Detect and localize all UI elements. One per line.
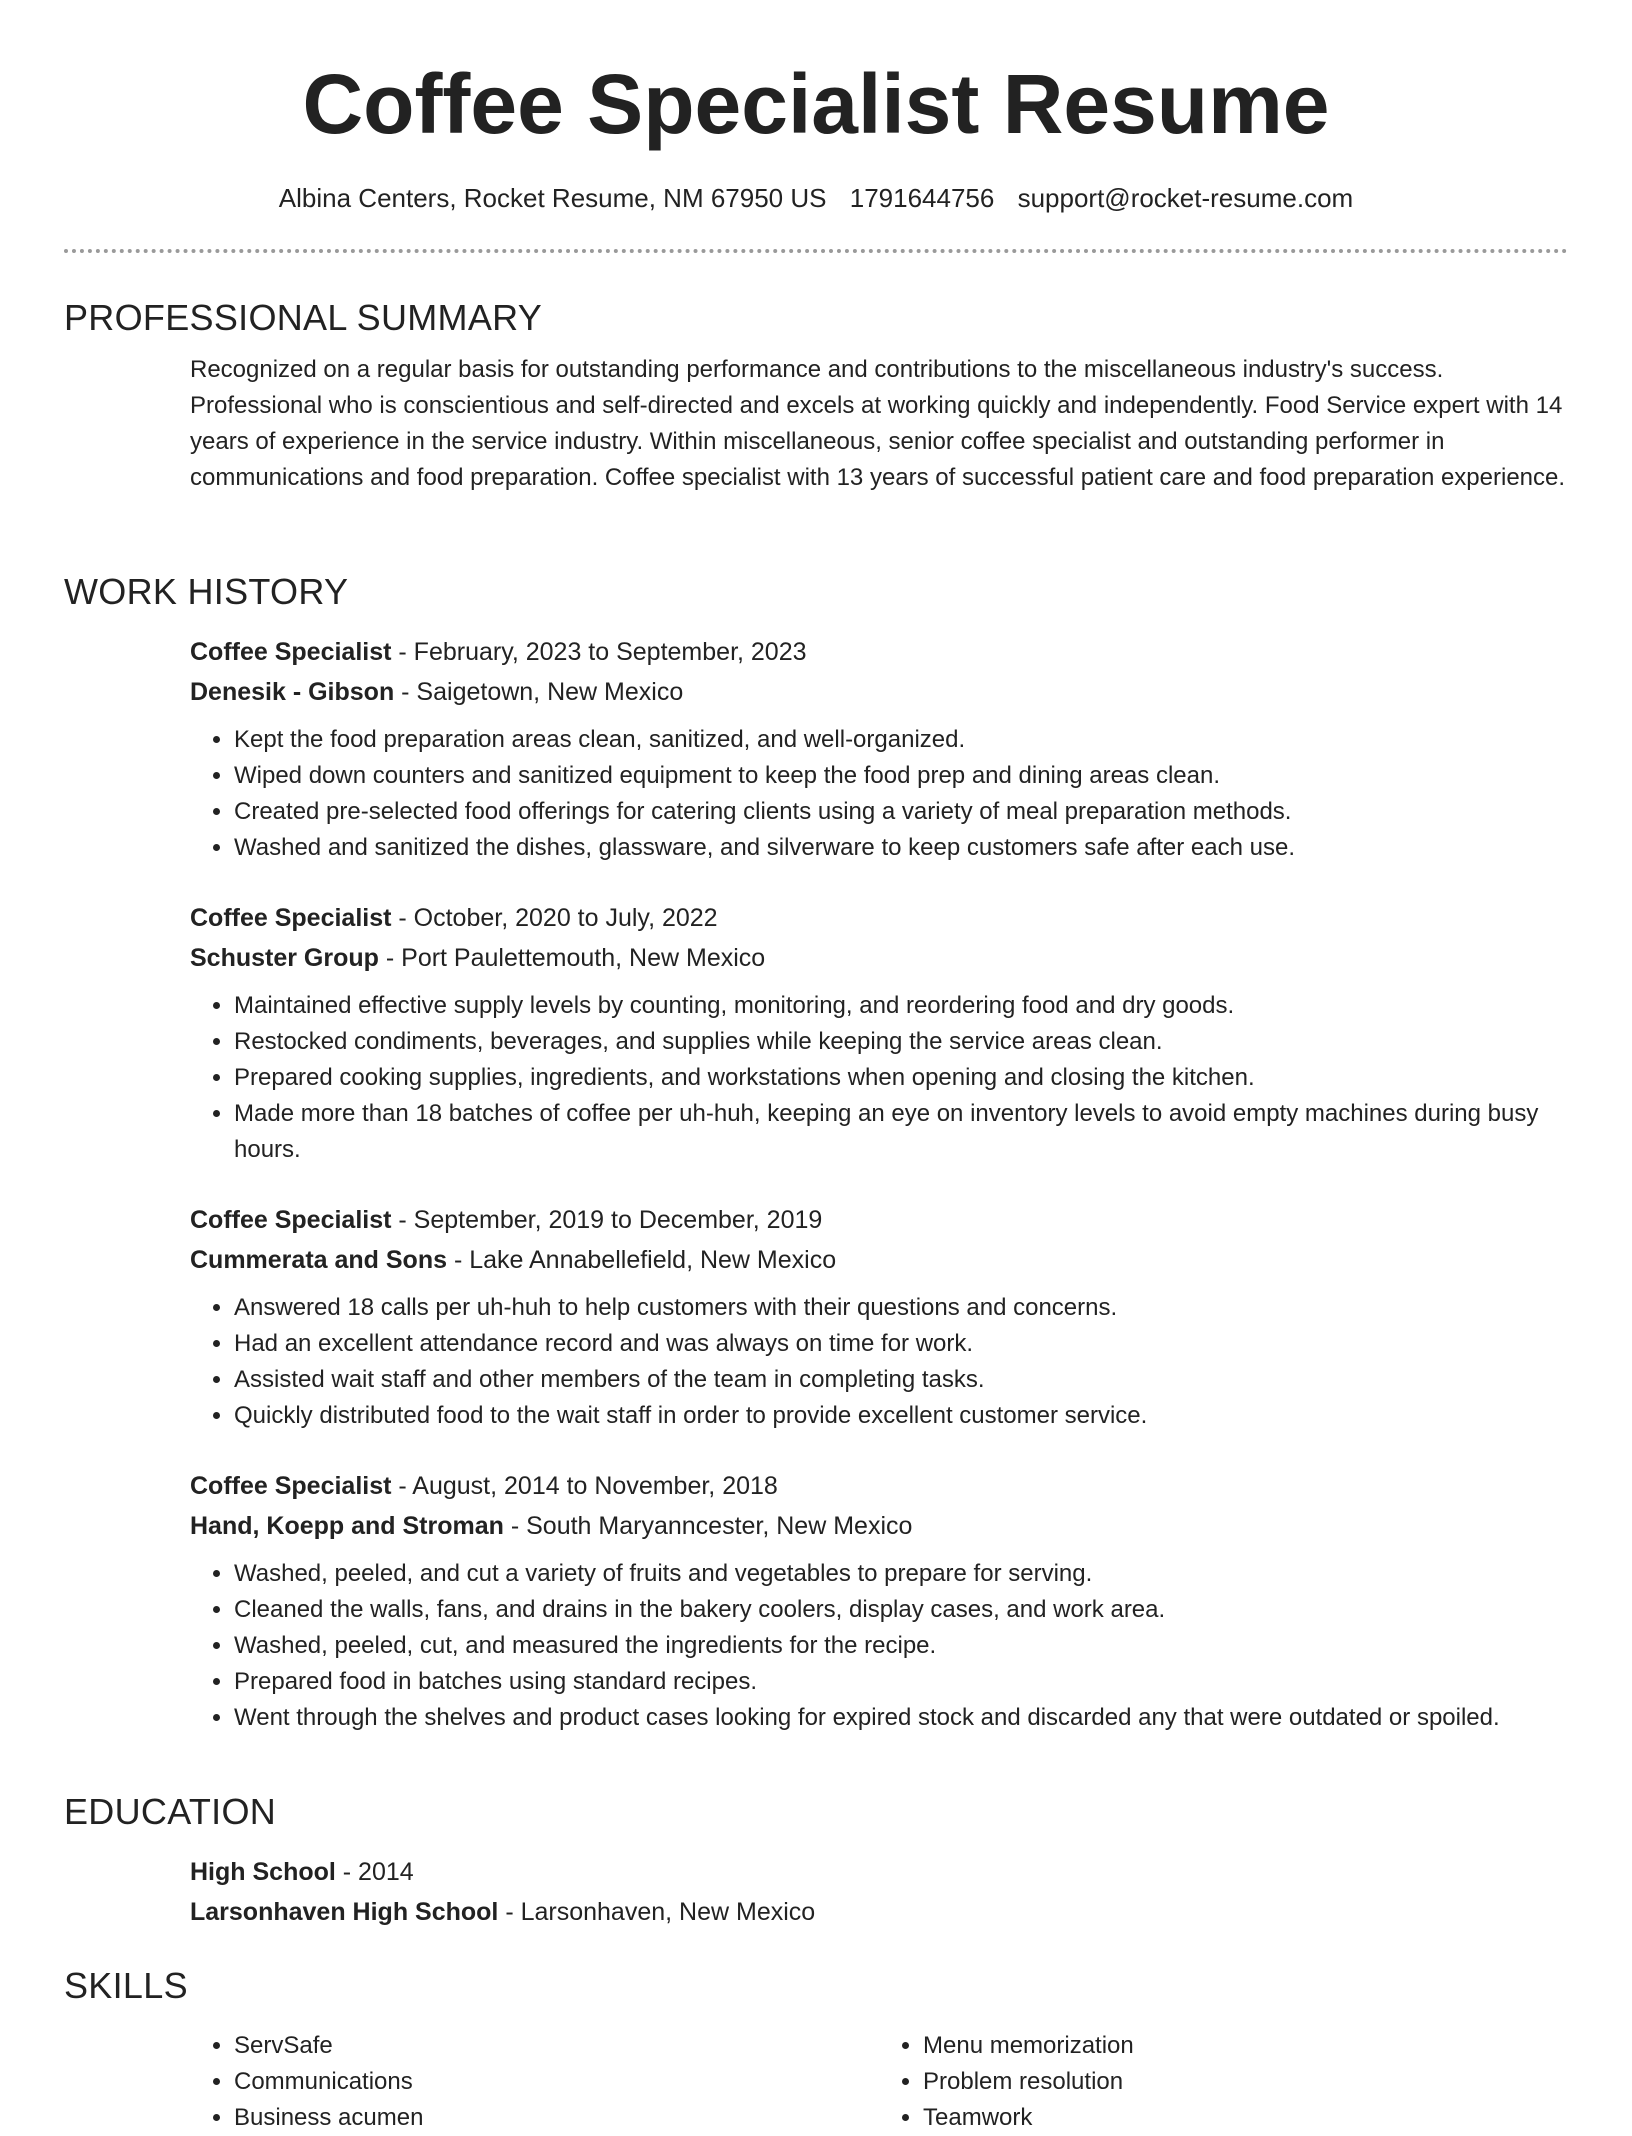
contact-email: support@rocket-resume.com [1017, 183, 1354, 213]
skills-section [64, 1964, 1568, 2136]
summary-section [64, 296, 1568, 496]
skill-item: • Teamwork [923, 2100, 1568, 2136]
skill-item: • ServSafe [234, 2028, 879, 2064]
job-dates: - February, 2023 to September, 2023 [391, 638, 807, 666]
job-dates: - August, 2014 to November, 2018 [391, 1472, 778, 1500]
job-title: Coffee Specialist [190, 904, 392, 932]
education-degree: High School [190, 1858, 336, 1886]
skills-grid [190, 2028, 1568, 2136]
summary-heading: PROFESSIONAL SUMMARY [64, 297, 543, 338]
job-company-line [190, 1240, 1568, 1280]
job-bullet: • Created pre-selected food offerings for catering clients using a variety of meal preparation methods. [234, 794, 1568, 830]
job-entry [190, 1466, 1568, 1736]
summary-text: Recognized on a regular basis for outstanding performance and contributions to the miscellaneous industry's success. Professional who is conscientious and self-directed and excels at working quickly and independently. Food Service expert with 14 years of experience in the service industry. Within miscellaneous, senior coffee specialist and outstanding performer in communications and food preparation. Coffee specialist with 13 years of successful patient care and food preparation experience. [190, 356, 1566, 491]
job-bullet: • Went through the shelves and product cases looking for expired stock and discarded any that were outdated or spoiled. [234, 1700, 1568, 1736]
job-bullet: • Prepared food in batches using standard recipes. [234, 1664, 1568, 1700]
job-bullets [190, 1290, 1568, 1434]
job-bullets [190, 722, 1568, 866]
job-bullet: • Maintained effective supply levels by counting, monitoring, and reordering food and dry goods. [234, 988, 1568, 1024]
skill-item: • Communications [234, 2064, 879, 2100]
job-location: - South Maryanncester, New Mexico [503, 1512, 913, 1540]
header-divider [64, 249, 1568, 253]
job-entry [190, 898, 1568, 1168]
job-bullet: • Washed and sanitized the dishes, glassware, and silverware to keep customers safe after each use. [234, 830, 1568, 866]
job-entry [190, 632, 1568, 866]
job-location: - Port Paulettemouth, New Mexico [378, 944, 766, 972]
skill-item: • Menu memorization [923, 2028, 1568, 2064]
education-school: Larsonhaven High School [190, 1898, 499, 1926]
skills-heading: SKILLS [64, 1965, 188, 2006]
job-bullet: • Washed, peeled, cut, and measured the ingredients for the recipe. [234, 1628, 1568, 1664]
job-company-line [190, 938, 1568, 978]
job-entry [190, 1200, 1568, 1434]
job-bullet: • Kept the food preparation areas clean, sanitized, and well-organized. [234, 722, 1568, 758]
job-location: - Lake Annabellefield, New Mexico [447, 1246, 837, 1274]
education-location: - Larsonhaven, New Mexico [498, 1898, 816, 1926]
skill-item: • Business acumen [234, 2100, 879, 2136]
work-body [190, 632, 1568, 1736]
job-company: Cummerata and Sons [190, 1246, 448, 1274]
job-company: Hand, Koepp and Stroman [190, 1512, 504, 1540]
job-bullet: • Answered 18 calls per uh-huh to help customers with their questions and concerns. [234, 1290, 1568, 1326]
job-location: - Saigetown, New Mexico [394, 678, 684, 706]
education-school-line [190, 1892, 1568, 1932]
job-title: Coffee Specialist [190, 1472, 392, 1500]
work-section [64, 570, 1568, 1736]
job-bullet: • Made more than 18 batches of coffee per uh-huh, keeping an eye on inventory levels to avoid empty machines during busy hours. [234, 1096, 1568, 1168]
contact-phone: 1791644756 [849, 183, 995, 213]
job-title-line [190, 632, 1568, 672]
job-bullet: • Assisted wait staff and other members of the team in completing tasks. [234, 1362, 1568, 1398]
job-company: Schuster Group [190, 944, 379, 972]
resume-title: Coffee Specialist Resume [302, 57, 1330, 151]
job-bullet: • Restocked condiments, beverages, and supplies while keeping the service areas clean. [234, 1024, 1568, 1060]
job-bullet: • Washed, peeled, and cut a variety of fruits and vegetables to prepare for serving. [234, 1556, 1568, 1592]
education-degree-line [190, 1852, 1568, 1892]
education-year: - 2014 [335, 1858, 414, 1886]
job-title-line [190, 1200, 1568, 1240]
skills-list-left [190, 2028, 879, 2136]
job-bullet: • Had an excellent attendance record and was always on time for work. [234, 1326, 1568, 1362]
job-company: Denesik - Gibson [190, 678, 395, 706]
work-heading: WORK HISTORY [64, 571, 349, 612]
job-bullet: • Quickly distributed food to the wait staff in order to provide excellent customer service. [234, 1398, 1568, 1434]
contact-line [0, 180, 1632, 216]
job-company-line [190, 1506, 1568, 1546]
skill-item: • Problem resolution [923, 2064, 1568, 2100]
job-bullet: • Prepared cooking supplies, ingredients, and workstations when opening and closing the kitchen. [234, 1060, 1568, 1096]
job-bullets [190, 988, 1568, 1168]
education-section [64, 1790, 1568, 1932]
job-title-line [190, 1466, 1568, 1506]
job-bullet: • Wiped down counters and sanitized equipment to keep the food prep and dining areas clean. [234, 758, 1568, 794]
job-dates: - September, 2019 to December, 2019 [391, 1206, 823, 1234]
job-title: Coffee Specialist [190, 1206, 392, 1234]
education-heading: EDUCATION [64, 1791, 277, 1832]
job-title: Coffee Specialist [190, 638, 392, 666]
skills-body [190, 2028, 1568, 2136]
contact-address: Albina Centers, Rocket Resume, NM 67950 US [278, 183, 827, 213]
job-bullets [190, 1556, 1568, 1736]
skills-list-right [879, 2028, 1568, 2136]
job-title-line [190, 898, 1568, 938]
job-bullet: • Cleaned the walls, fans, and drains in the bakery coolers, display cases, and work area. [234, 1592, 1568, 1628]
education-body [190, 1852, 1568, 1932]
summary-body [190, 352, 1568, 496]
job-dates: - October, 2020 to July, 2022 [391, 904, 718, 932]
job-company-line [190, 672, 1568, 712]
